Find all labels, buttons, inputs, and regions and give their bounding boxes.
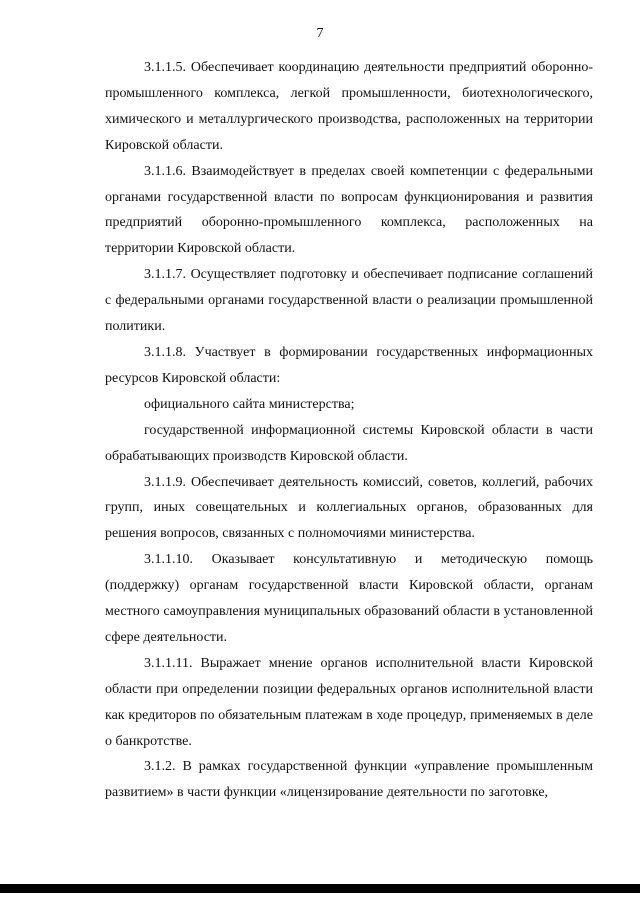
scan-edge-bar bbox=[0, 884, 640, 893]
paragraph-3-1-1-6: 3.1.1.6. Взаимодействует в пределах своей компетенции с федеральными органами государственной власти по вопросам функционирования и развития предприятий оборонно-промышленного комплекса, расположенных на территории Кировской области. bbox=[105, 163, 593, 257]
list-item-information-system: государственной информационной системы Кировской области в части обрабатывающих производств Кировской области. bbox=[105, 422, 593, 464]
paragraph-3-1-1-7: 3.1.1.7. Осуществляет подготовку и обеспечивает подписание соглашений с федеральными органами государственной власти о реализации промышленной политики. bbox=[105, 267, 593, 335]
list-item-official-site: официального сайта министерства; bbox=[144, 396, 355, 412]
document-body bbox=[105, 55, 593, 806]
paragraph-3-1-2: 3.1.2. В рамках государственной функции «управление промышленным развитием» в части функции «лицензирование деятельности по заготовке, bbox=[105, 759, 593, 801]
paragraph-3-1-1-8: 3.1.1.8. Участвует в формировании государственных информационных ресурсов Кировской области: bbox=[105, 344, 593, 386]
paragraph-3-1-1-9: 3.1.1.9. Обеспечивает деятельность комиссий, советов, коллегий, рабочих групп, иных совещательных и коллегиальных органов, образованных для решения вопросов, связанных с полномочиями министерства. bbox=[105, 474, 593, 542]
paragraph-3-1-1-11: 3.1.1.11. Выражает мнение органов исполнительной власти Кировской области при определении позиции федеральных органов исполнительной власти как кредиторов по обязательным платежам в ходе процедур, применяемых в деле о банкротстве. bbox=[105, 655, 593, 749]
paragraph-3-1-1-10: 3.1.1.10. Оказывает консультативную и методическую помощь (поддержку) органам государственной власти Кировской области, органам местного самоуправления муниципальных образований области в установленной сфере деятельности. bbox=[105, 552, 593, 645]
page-number: 7 bbox=[316, 26, 324, 41]
paragraph-3-1-1-5: 3.1.1.5. Обеспечивает координацию деятельности предприятий оборонно-промышленного комплекса, легкой промышленности, биотехнологического, химического и металлургического производства, расположенных на территории Кировской области. bbox=[105, 60, 593, 153]
